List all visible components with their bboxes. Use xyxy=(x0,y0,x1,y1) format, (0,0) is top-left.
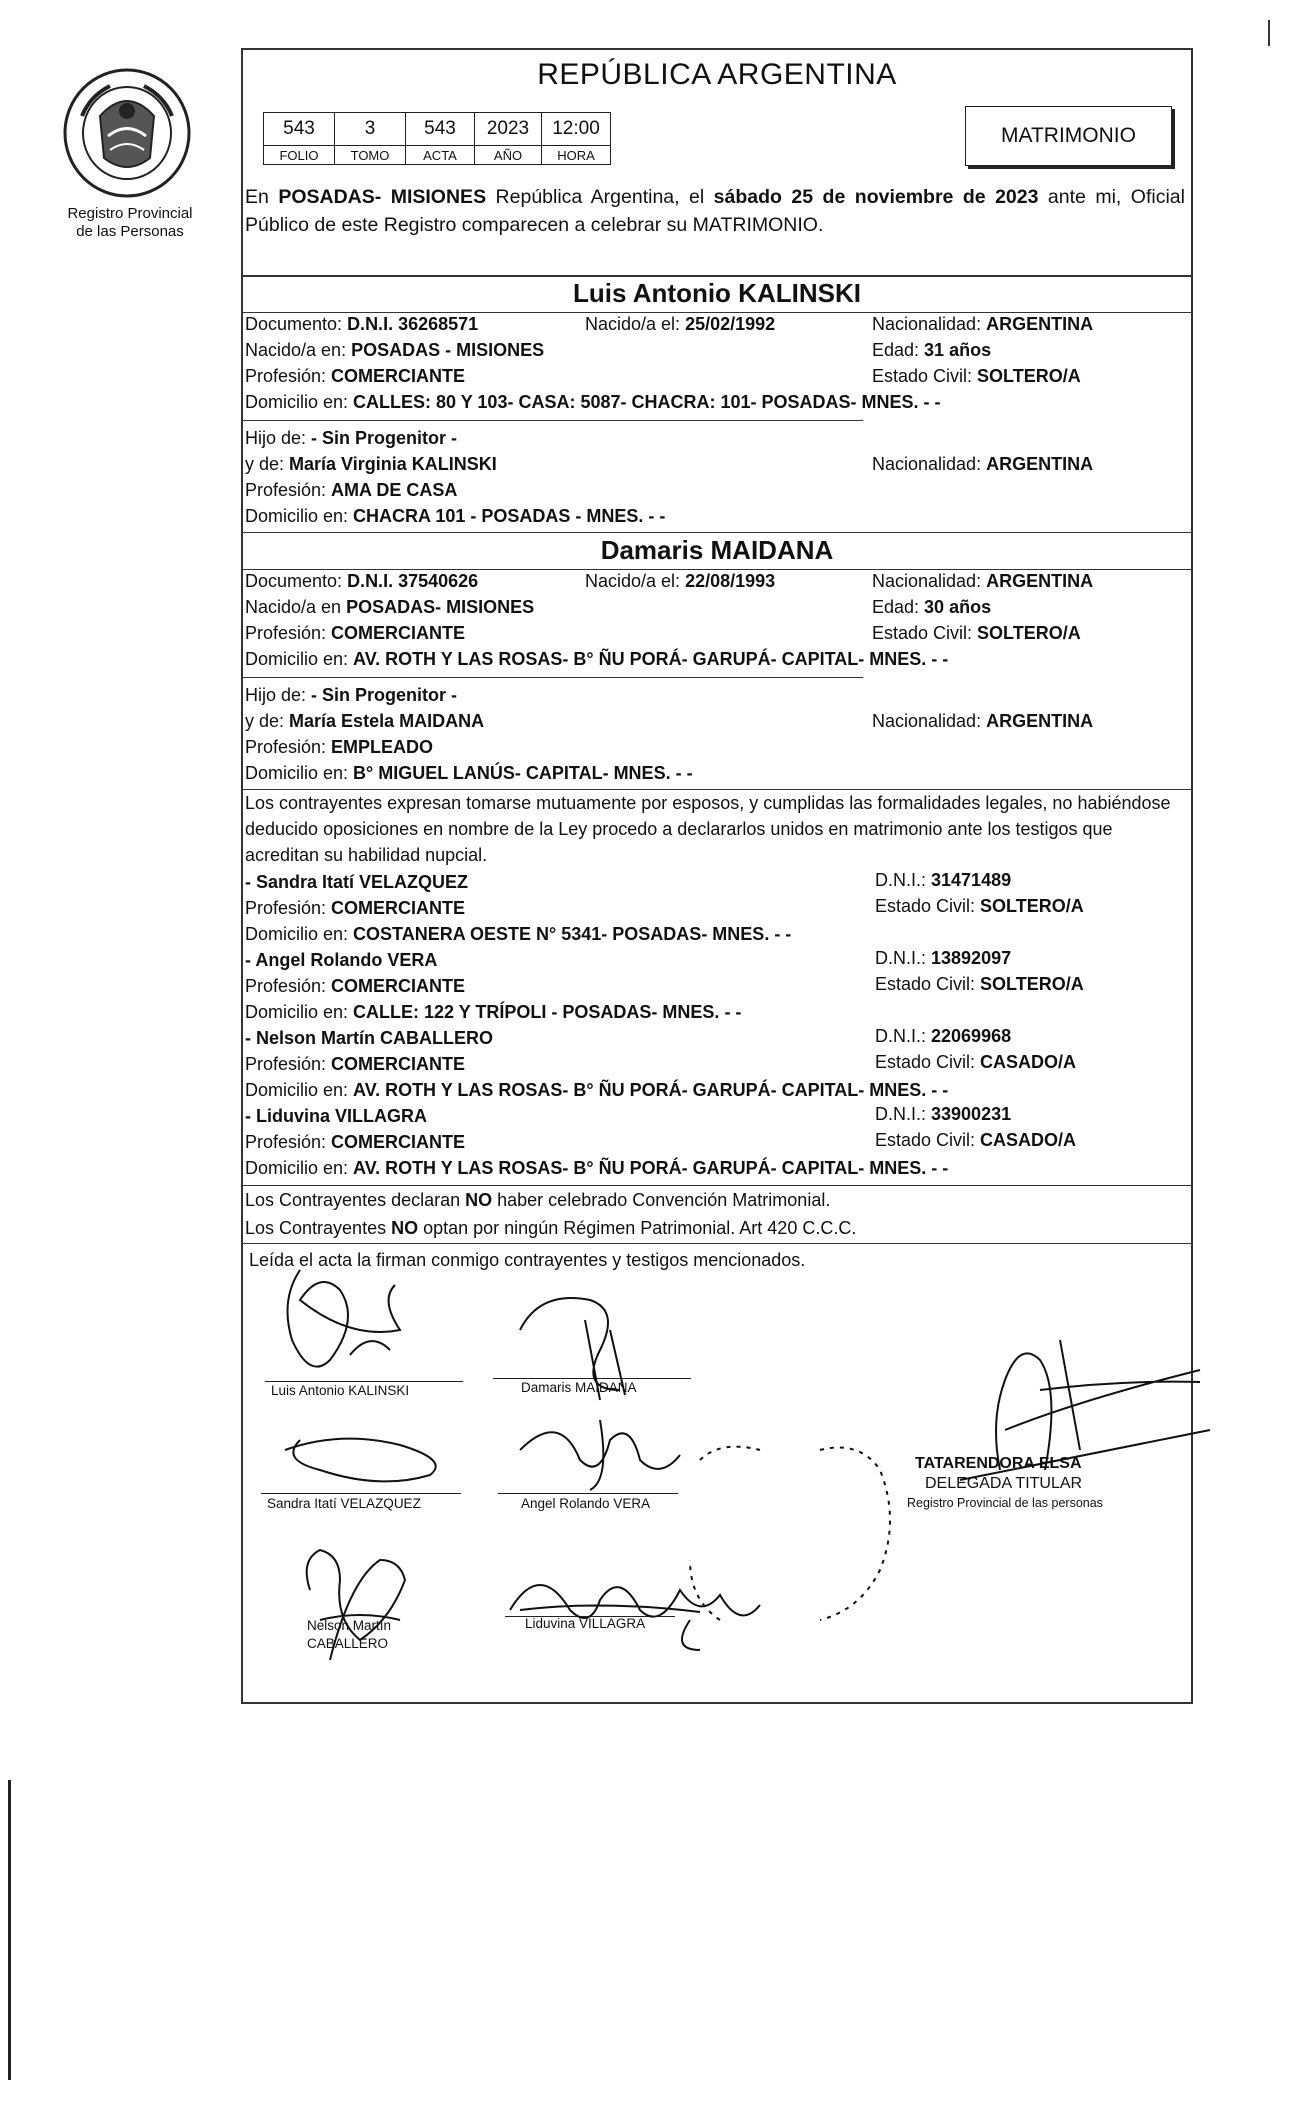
divider xyxy=(243,677,863,678)
label: Estado Civil: xyxy=(872,623,978,643)
label: Nacionalidad: xyxy=(872,314,987,334)
value: CHACRA 101 - POSADAS - MNES. - - xyxy=(353,506,666,526)
text: Los Contrayentes xyxy=(245,1218,392,1238)
value: 25/02/1992 xyxy=(685,314,776,334)
value: ARGENTINA xyxy=(986,571,1094,591)
intro-text: República Argentina, el xyxy=(486,186,714,208)
signature-line xyxy=(498,1493,678,1494)
text: optan por ningún Régimen Patrimonial. Art 420 C.C.C. xyxy=(418,1218,857,1238)
spouse1-address xyxy=(245,392,941,413)
witness4-profession xyxy=(245,1132,465,1153)
label: Estado Civil: xyxy=(872,366,978,386)
spouse2-born xyxy=(585,571,775,592)
spouse2-name: Damaris MAIDANA xyxy=(600,535,834,565)
label: Profesión: xyxy=(245,1054,332,1074)
page-title: REPÚBLICA ARGENTINA xyxy=(537,58,897,91)
label: Domicilio en: xyxy=(245,1080,354,1100)
label: Nacido/a en: xyxy=(245,340,352,360)
intro-text: En xyxy=(245,186,279,208)
label: Hijo de: xyxy=(245,685,312,705)
spouse1-profession xyxy=(245,366,465,387)
divider xyxy=(243,1185,1191,1186)
value: EMPLEADO xyxy=(331,737,434,757)
value: 31471489 xyxy=(931,870,1012,890)
value: D.N.I. 37540626 xyxy=(347,571,479,591)
spouse2-address xyxy=(245,649,948,670)
label: Nacionalidad: xyxy=(872,454,987,474)
value: 22/08/1993 xyxy=(685,571,776,591)
spouse1-born xyxy=(585,314,775,335)
witness4-civil-status xyxy=(875,1130,1076,1151)
witness4-dni xyxy=(875,1104,1011,1125)
witness3-civil-status xyxy=(875,1052,1076,1073)
label: Profesión: xyxy=(245,976,332,996)
signature-caption-groom: Luis Antonio KALINSKI xyxy=(271,1383,410,1398)
marriage-record xyxy=(241,48,1193,1704)
label: Documento: xyxy=(245,314,348,334)
divider xyxy=(243,312,1191,313)
label: Domicilio en: xyxy=(245,924,354,944)
label: Domicilio en: xyxy=(245,1002,354,1022)
witness2-dni xyxy=(875,948,1011,969)
label: D.N.I.: xyxy=(875,870,932,890)
witness2-name xyxy=(245,950,437,971)
witness1-profession xyxy=(245,898,465,919)
anio-value: 2023 xyxy=(475,113,542,146)
value: 13892097 xyxy=(931,948,1012,968)
label: Hijo de: xyxy=(245,428,312,448)
record-type-box: MATRIMONIO xyxy=(965,106,1172,166)
label: D.N.I.: xyxy=(875,948,932,968)
label: D.N.I.: xyxy=(875,1104,932,1124)
label: Profesión: xyxy=(245,366,332,386)
spouse1-mother-nationality xyxy=(872,454,1093,475)
spouse1-birthplace xyxy=(245,340,544,361)
spouse1-civil-status xyxy=(872,366,1081,387)
divider xyxy=(243,420,863,421)
emphasis: NO xyxy=(465,1190,493,1210)
value: COMERCIANTE xyxy=(331,366,466,386)
value: CALLE: 122 Y TRÍPOLI - POSADAS- MNES. - - xyxy=(353,1002,742,1022)
spouse1-name: Luis Antonio KALINSKI xyxy=(573,278,861,308)
label: Edad: xyxy=(872,597,925,617)
witness4-name xyxy=(245,1106,427,1127)
label: Estado Civil: xyxy=(875,1130,981,1150)
value: ARGENTINA xyxy=(986,314,1094,334)
label: Domicilio en: xyxy=(245,763,354,783)
seal-caption-line1: Registro Provincial xyxy=(67,205,193,222)
signature-line xyxy=(493,1378,691,1379)
value: - Sin Progenitor - xyxy=(311,428,458,448)
intro-paragraph xyxy=(245,183,1185,239)
value: 30 años xyxy=(924,597,992,617)
label: Profesión: xyxy=(245,737,332,757)
emphasis: NO xyxy=(391,1218,419,1238)
label: Nacido/a el: xyxy=(585,571,686,591)
label: Nacionalidad: xyxy=(872,711,987,731)
witness1-civil-status xyxy=(875,896,1084,917)
signature-caption-witness2: Angel Rolando VERA xyxy=(521,1496,651,1511)
label: Domicilio en: xyxy=(245,1158,354,1178)
label: Domicilio en: xyxy=(245,392,354,412)
value: María Estela MAIDANA xyxy=(289,711,485,731)
value: AV. ROTH Y LAS ROSAS- B° ÑU PORÁ- GARUPÁ- CAPITAL- MNES. - - xyxy=(353,1080,949,1100)
label: Documento: xyxy=(245,571,348,591)
signature-caption-witness3-b: CABALLERO xyxy=(307,1636,389,1651)
acta-label: ACTA xyxy=(406,146,475,165)
divider xyxy=(243,275,1191,277)
spouse1-mother-address xyxy=(245,506,665,527)
closing-statement: Leída el acta la firman conmigo contrayentes y testigos mencionados. xyxy=(249,1250,806,1270)
witness4-address xyxy=(245,1158,948,1179)
value: COMERCIANTE xyxy=(331,623,466,643)
spouse2-age xyxy=(872,597,991,618)
value: 31 años xyxy=(924,340,992,360)
value: 22069968 xyxy=(931,1026,1012,1046)
value: 33900231 xyxy=(931,1104,1012,1124)
spouse2-father xyxy=(245,685,457,706)
divider xyxy=(243,532,1191,533)
value: - Liduvina VILLAGRA xyxy=(245,1106,427,1126)
label: Domicilio en: xyxy=(245,506,354,526)
spouse2-nationality xyxy=(872,571,1093,592)
label: Nacionalidad: xyxy=(872,571,987,591)
official-office: Registro Provincial de las personas xyxy=(907,1496,1103,1510)
label: Nacido/a en xyxy=(245,597,347,617)
witness2-civil-status xyxy=(875,974,1084,995)
value: SOLTERO/A xyxy=(977,366,1081,386)
spouse1-father xyxy=(245,428,457,449)
regime-statement xyxy=(245,1218,856,1239)
label: Estado Civil: xyxy=(875,974,981,994)
label: Profesión: xyxy=(245,1132,332,1152)
signature-line xyxy=(265,1381,463,1382)
witness2-profession xyxy=(245,976,465,997)
spouse1-mother-profession xyxy=(245,480,457,501)
value: ARGENTINA xyxy=(986,711,1094,731)
value: COMERCIANTE xyxy=(331,976,466,996)
label: Profesión: xyxy=(245,898,332,918)
label: Profesión: xyxy=(245,480,332,500)
declaration-paragraph: Los contrayentes expresan tomarse mutuamente por esposos, y cumplidas las formalidades legales, no habiéndose deducido oposiciones en nombre de la Ley procedo a declararlos unidos en matrimonio ante los testigos que acreditan su habilidad nupcial. xyxy=(245,793,1171,865)
label: Domicilio en: xyxy=(245,649,354,669)
signature-caption-witness3-a: Nelson Martín xyxy=(307,1618,392,1633)
text: haber celebrado Convención Matrimonial. xyxy=(492,1190,831,1210)
value: ARGENTINA xyxy=(986,454,1094,474)
value: COMERCIANTE xyxy=(331,1132,466,1152)
value: COSTANERA OESTE N° 5341- POSADAS- MNES. - - xyxy=(353,924,792,944)
record-meta-table xyxy=(263,112,611,165)
intro-place: POSADAS- MISIONES xyxy=(278,186,487,208)
seal-caption-line2: de las Personas xyxy=(76,223,184,240)
text: Los Contrayentes declaran xyxy=(245,1190,466,1210)
hora-label: HORA xyxy=(542,146,611,165)
value: AV. ROTH Y LAS ROSAS- B° ÑU PORÁ- GARUPÁ- CAPITAL- MNES. - - xyxy=(353,649,949,669)
edge-mark xyxy=(8,1780,11,2080)
witness2-address xyxy=(245,1002,741,1023)
witness3-address xyxy=(245,1080,948,1101)
value: CASADO/A xyxy=(980,1130,1077,1150)
value: SOLTERO/A xyxy=(980,896,1084,916)
witness1-address xyxy=(245,924,791,945)
witness3-profession xyxy=(245,1054,465,1075)
folio-value: 543 xyxy=(264,113,335,146)
spouse1-age xyxy=(872,340,991,361)
spouse2-civil-status xyxy=(872,623,1081,644)
value: CASADO/A xyxy=(980,1052,1077,1072)
spouse2-mother-address xyxy=(245,763,693,784)
divider xyxy=(243,1243,1191,1244)
signature-caption-witness1: Sandra Itatí VELAZQUEZ xyxy=(267,1496,421,1511)
value: SOLTERO/A xyxy=(980,974,1084,994)
value: POSADAS- MISIONES xyxy=(346,597,535,617)
folio-label: FOLIO xyxy=(264,146,335,165)
spouse2-birthplace xyxy=(245,597,534,618)
signature-line xyxy=(261,1493,461,1494)
label: Nacido/a el: xyxy=(585,314,686,334)
value: B° MIGUEL LANÚS- CAPITAL- MNES. - - xyxy=(353,763,693,783)
value: COMERCIANTE xyxy=(331,898,466,918)
spouse2-mother-profession xyxy=(245,737,433,758)
acta-value: 543 xyxy=(406,113,475,146)
spouse2-document xyxy=(245,571,478,592)
intro-text: ante mi, Oficial Público de este Registro comparecen a celebrar su MATRIMONIO. xyxy=(245,186,1185,236)
value: CALLES: 80 Y 103- CASA: 5087- CHACRA: 101- POSADAS- MNES. - - xyxy=(353,392,941,412)
spouse2-mother xyxy=(245,711,484,732)
signature-caption-bride: Damaris MAIDANA xyxy=(521,1380,637,1395)
label: Estado Civil: xyxy=(875,896,981,916)
official-name: TATARENDORA ELSA xyxy=(915,1455,1082,1472)
intro-date: sábado 25 de noviembre de 2023 xyxy=(713,186,1039,208)
witness1-name xyxy=(245,872,468,893)
value: - Angel Rolando VERA xyxy=(245,950,438,970)
seal-caption xyxy=(50,205,210,241)
value: - Sandra Itatí VELAZQUEZ xyxy=(245,872,469,892)
label: Profesión: xyxy=(245,623,332,643)
value: AV. ROTH Y LAS ROSAS- B° ÑU PORÁ- GARUPÁ- CAPITAL- MNES. - - xyxy=(353,1158,949,1178)
spouse1-nationality xyxy=(872,314,1093,335)
label: D.N.I.: xyxy=(875,1026,932,1046)
witness1-dni xyxy=(875,870,1011,891)
hora-value: 12:00 xyxy=(542,113,611,146)
label: Estado Civil: xyxy=(875,1052,981,1072)
value: D.N.I. 36268571 xyxy=(347,314,479,334)
label: y de: xyxy=(245,711,290,731)
convention-statement xyxy=(245,1190,830,1211)
divider xyxy=(243,569,1191,570)
witness3-dni xyxy=(875,1026,1011,1047)
value: María Virginia KALINSKI xyxy=(289,454,497,474)
edge-mark xyxy=(1268,20,1270,46)
value: - Nelson Martín CABALLERO xyxy=(245,1028,494,1048)
anio-label: AÑO xyxy=(475,146,542,165)
official-role: DELEGADA TITULAR xyxy=(925,1475,1083,1492)
spouse1-mother xyxy=(245,454,497,475)
signature-caption-witness4: Liduvina VILLAGRA xyxy=(525,1616,646,1631)
spouse1-document xyxy=(245,314,478,335)
value: COMERCIANTE xyxy=(331,1054,466,1074)
spouse2-mother-nationality xyxy=(872,711,1093,732)
value: - Sin Progenitor - xyxy=(311,685,458,705)
value: SOLTERO/A xyxy=(977,623,1081,643)
label: y de: xyxy=(245,454,290,474)
witness3-name xyxy=(245,1028,493,1049)
tomo-value: 3 xyxy=(335,113,406,146)
label: Edad: xyxy=(872,340,925,360)
value: POSADAS - MISIONES xyxy=(351,340,545,360)
value: AMA DE CASA xyxy=(331,480,458,500)
tomo-label: TOMO xyxy=(335,146,406,165)
spouse2-profession xyxy=(245,623,465,644)
registry-seal xyxy=(60,66,194,200)
